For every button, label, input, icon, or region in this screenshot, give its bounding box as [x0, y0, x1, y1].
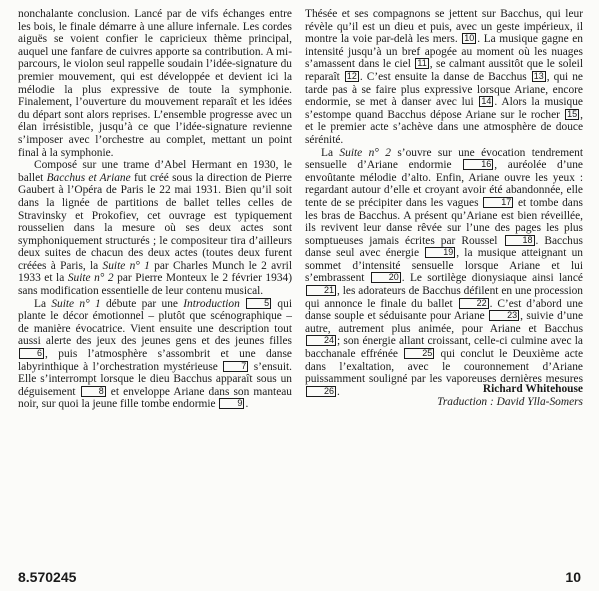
italic-title: Suite n° 2 — [67, 272, 114, 285]
track-number-box: 13 — [533, 70, 544, 81]
track-number-box: 12 — [346, 70, 357, 81]
author-name: Richard Whitehouse — [482, 383, 583, 395]
track-number-box: 8 — [81, 386, 106, 397]
left-paragraph-3 — [18, 298, 292, 411]
text-run: et enveloppe Ariane dans son manteau noir, sur quoi la jeune fille tombe endormie — [18, 385, 293, 411]
track-number-box: 11 — [417, 58, 427, 69]
text-run: . C’est d’abord une danse souple et séduisante pour Ariane — [305, 297, 583, 323]
translator-credit: Traduction : David Ylla-Somers — [437, 396, 583, 408]
text-run: . Le sortilège dionysiaque ainsi lancé — [401, 272, 583, 285]
track-number-box: 20 — [371, 272, 401, 283]
text-run: qui conclut le Deuxième acte dans l’exaltation, avec le couronnement d’Ariane puissamment souligné par les vaporeuses dernières mesures — [305, 348, 584, 386]
signature-block — [437, 383, 583, 409]
text-run: par Pierre Monteux le 2 février 1934) sans modification essentielle de leur contenu musical. — [18, 272, 292, 298]
left-paragraph-1 — [18, 8, 292, 159]
text-run: Composé sur une trame d’Abel Hermant en 1930, le ballet — [18, 159, 292, 184]
left-column — [18, 8, 292, 411]
italic-title: Suite n° 1 — [51, 297, 101, 310]
page-number: 10 — [565, 569, 581, 585]
track-number-box: 21 — [306, 285, 336, 296]
text-run: . Bacchus danse seul avec énergie — [305, 234, 583, 260]
text-run: . — [245, 398, 249, 411]
track-number-box: 14 — [481, 96, 492, 107]
text-run: , la musique atteignant un sommet d’intensité sensuelle lorsque Ariane et lui s’embrassent — [305, 247, 583, 285]
text-run: , et le premier acte s’achève dans une atmosphère de douce sérénité. — [305, 108, 583, 146]
italic-title: Suite n° 2 — [339, 146, 391, 159]
text-run: . Alors la musique s’estompe quand Bacchus dépose Ariane sur le rocher — [305, 96, 583, 121]
text-run: par Charles Munch le 2 avril 1933 et la — [18, 259, 292, 285]
track-number-box: 26 — [306, 386, 336, 397]
text-run: . C’est ensuite la danse de Bacchus — [359, 70, 531, 83]
text-run — [240, 298, 245, 310]
italic-title: Suite n° 1 — [102, 259, 150, 272]
track-number-box: 19 — [425, 247, 455, 258]
track-number-box: 23 — [489, 310, 519, 321]
text-run: , les adorateurs de Bacchus défilent en une procession qui annonce le finale du ballet — [305, 285, 583, 310]
left-paragraph-2 — [18, 159, 292, 298]
text-run: ; son énergie allant croissant, celle-ci culmine avec la bacchanale effrénée — [305, 335, 583, 361]
track-number-box: 15 — [567, 108, 578, 119]
track-number-box: 16 — [463, 159, 493, 170]
right-column — [305, 8, 583, 398]
text-run: . — [337, 385, 340, 398]
text-run: fut créé sous la direction de Pierre Gaubert à l’Opéra de Paris le 22 mai 1931. Bien qu’il soit dans la lignée de partitions de ballet telles celles de Stravinsky et Prokofiev, cet ouvrage est typiquement rousselien dans la mesure où ses deux actes sont symphoniquement structurés ; le compositeur tira d’ailleurs deux suites de chacun des deux actes (toutes deux furent créées à Paris, la — [18, 171, 292, 272]
track-number-box: 9 — [219, 398, 244, 409]
track-number-box: 6 — [19, 348, 44, 359]
text-run: s’ensuit. Elle s’interrompt lorsque le dieu Bacchus apparaît sous un déguisement — [18, 360, 292, 398]
text-run: La — [321, 146, 340, 159]
right-paragraph-1 — [305, 8, 583, 147]
track-number-box: 22 — [459, 298, 489, 309]
text-run: , suivie d’une autre, autrement plus animée, pour Ariane et Bacchus — [305, 310, 583, 335]
text-run: qui plante le décor émotionnel – plutôt que scénographique – de manière évocatrice. Vient ensuite une description tout aussi alerte des jeux des jeunes gens et des jeunes filles — [18, 297, 292, 348]
catalog-number: 8.570245 — [18, 569, 77, 585]
track-number-box: 18 — [505, 235, 535, 246]
text-run: et tombe dans les bras de Bacchus. A présent qu’Ariane est bien réveillée, ils revivent leur danse rêvée sur l’une des pages les plus somptueuses jamais écrites par Roussel — [305, 196, 583, 247]
text-run: nonchalante conclusion. Lancé par de vifs échanges entre les bois, le finale démarre à une allure infernale. Les cordes aiguës se voient confier le capricieux thème principal, auquel une fanfare de cuivres apporte sa contribution. A mi-parcours, le violon seul rappelle soudain l’idée-signature du premier mouvement, qui est développée et devient ici la mélodie la plus expressive de toute la symphonie. Finalement, l’ouverture du mouvement reparaît et les idées du départ sont alors reprises. L’ensemble progresse avec un élan irrésistible, jusqu’à ce que l’idée-signature revienne s’imposer avec l’orchestre au complet, mettant un point final à la symphonie. — [18, 8, 292, 159]
italic-title: Introduction — [183, 297, 240, 310]
text-run: Thésée et ses compagnons se jettent sur Bacchus, qui leur révèle qu’il est un dieu et puis, avec un geste impérieux, il montre la voie par-delà les mers. — [305, 8, 583, 46]
right-paragraph-2 — [305, 147, 583, 399]
text-run: , puis l’atmosphère s’assombrit et une danse labyrinthique à l’orchestration mystérieuse — [18, 348, 292, 373]
text-run: La — [34, 297, 52, 310]
text-run: , auréolée d’une envoûtante mélodie d’alto. Enfin, Ariane ouvre les yeux : regardant autour d’elle et croyant avoir été abandonnée, elle tente de se précipiter dans les vagues — [305, 159, 583, 209]
italic-title: Bacchus et Ariane — [46, 171, 131, 184]
track-number-box: 5 — [246, 298, 271, 309]
track-number-box: 7 — [223, 361, 248, 372]
text-run: débute par une — [100, 297, 184, 310]
track-number-box: 17 — [483, 197, 513, 208]
text-run: , se calmant aussitôt que le soleil reparaît — [305, 58, 583, 83]
text-run: s’ouvre sur une évocation tendrement sensuelle d’Ariane endormie — [305, 146, 583, 172]
text-run: . La musique gagne en intensité jusqu’à un bref apogée au moment où les nuages s’amassent dans le ciel — [305, 33, 583, 71]
track-number-box: 25 — [404, 348, 434, 359]
track-number-box: 10 — [464, 33, 475, 44]
track-number-box: 24 — [306, 335, 336, 346]
text-run: , qui ne tarde pas à se faire plus expressive lorsque Ariane, encore endormie, se met à danser avec lui — [305, 70, 583, 109]
